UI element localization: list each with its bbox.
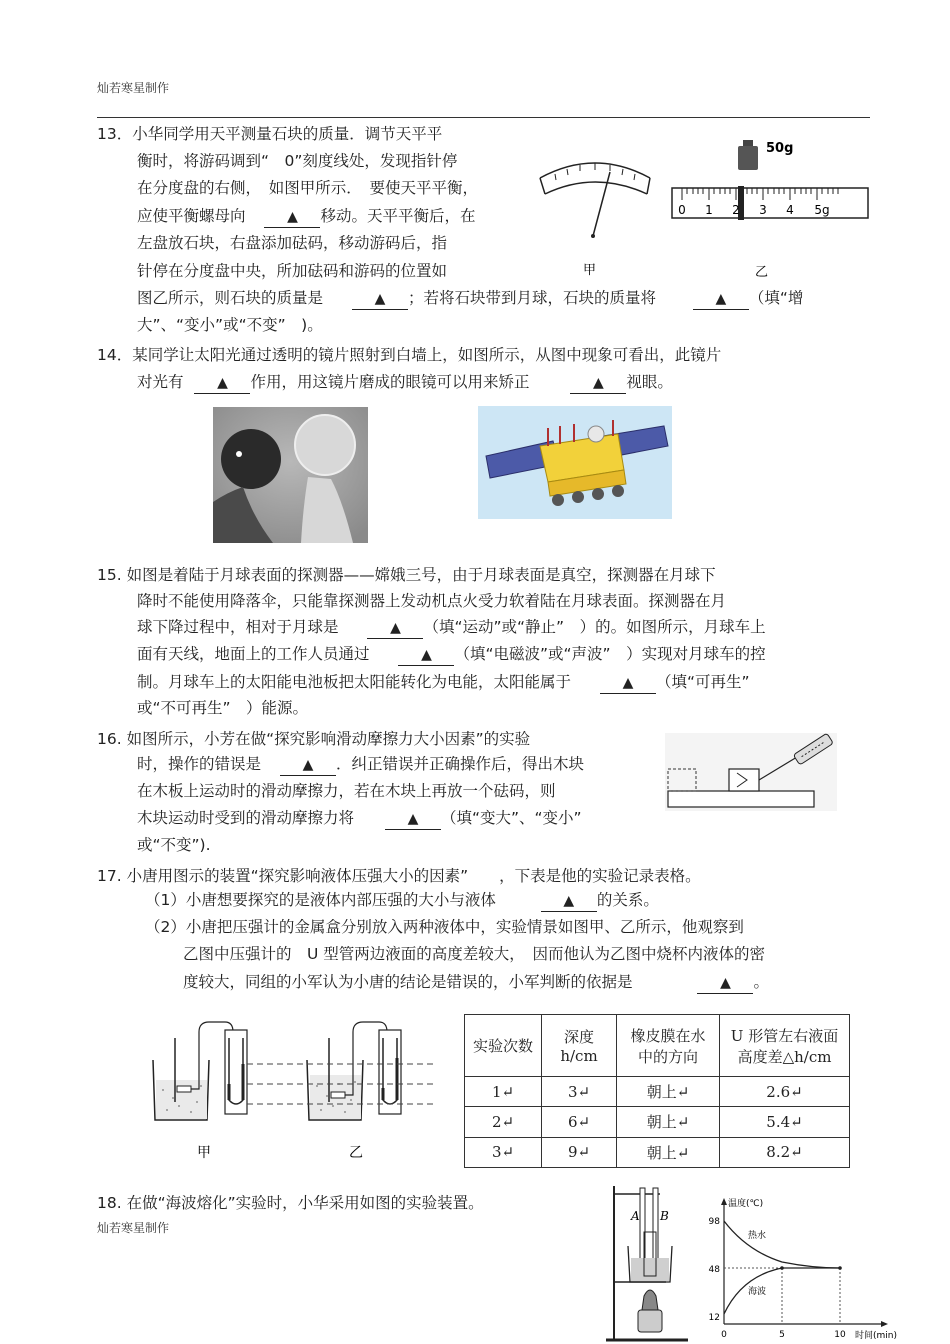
q15-line-3a: 球下降过程中，相对于月球是	[137, 618, 339, 636]
q17-line-5a: 度较大，同组的小军认为小唐的结论是错误的，小军判断的依据是	[183, 973, 633, 991]
footer-maker: 灿若寒星制作	[97, 1221, 170, 1235]
q13-line-4a: 应使平衡螺母向	[137, 207, 246, 225]
y-tick-label: 48	[708, 1265, 720, 1275]
ruler-tick-label: 0	[678, 203, 686, 217]
q15-line-4b: （填“电磁波”或“声波” ）实现对月球车的控	[454, 645, 766, 663]
weight-icon	[738, 140, 758, 170]
table-cell: 8.2↵	[720, 1137, 850, 1167]
u-tube-yi	[379, 1030, 401, 1114]
table-cell: 3↵	[542, 1077, 617, 1107]
q16-line-2	[137, 754, 584, 776]
table-row	[465, 1077, 850, 1107]
lunar-rover-picture	[478, 406, 672, 519]
q13-line-5: 左盘放石块，右盘添加砝码，移动游码后，指	[137, 234, 448, 252]
q15-line-5	[137, 672, 750, 694]
ruler-tick-label: 5g	[814, 203, 830, 217]
lens-shadow	[221, 429, 281, 489]
alcohol-lamp	[638, 1310, 662, 1332]
q14-answer-blank-2[interactable]	[570, 372, 626, 394]
cell-mark: ↵	[501, 1082, 515, 1101]
q17-line-3: （2）小唐把压强计的金属盒分别放入两种液体中，实验情景如图甲、乙所示，他观察到	[145, 918, 744, 936]
q14-line-1: 14．某同学让太阳光通过透明的镜片照射到白墙上，如图所示，从图中现象可看出，此镜片	[97, 346, 722, 364]
table-cell: 2↵	[465, 1107, 542, 1137]
ruler-tick-label: 1	[705, 203, 713, 217]
table-cell: 3↵	[465, 1137, 542, 1167]
header-rule	[97, 117, 870, 118]
header-height-diff-line-2: 高度差△h/cm	[737, 1047, 832, 1066]
q15-answer-blank-2[interactable]	[398, 644, 454, 666]
q13-answer-blank-2[interactable]	[352, 288, 408, 310]
q14-line-2a: 对光有	[137, 373, 184, 391]
label-jia: 甲	[583, 263, 597, 278]
blank-mark: ▲	[421, 647, 432, 663]
table-cell: 1↵	[465, 1077, 542, 1107]
rider-ruler	[672, 186, 868, 220]
wooden-block	[729, 769, 759, 791]
q16-line-5: 或“不变”).	[137, 836, 211, 854]
blank-mark: ▲	[593, 375, 604, 391]
table-header-row	[465, 1015, 850, 1077]
blank-mark: ▲	[302, 757, 314, 773]
q13-line-4	[137, 206, 475, 228]
q16-line-1: 16. 如图所示，小芳在做“探究影响滑动摩擦力大小因素”的实验	[97, 730, 531, 748]
haibo-curve	[724, 1268, 840, 1314]
cell-mark: ↵	[790, 1112, 803, 1131]
header-depth-line-2: h/cm	[560, 1047, 598, 1065]
blank-mark: ▲	[390, 620, 401, 636]
q14-answer-blank-1[interactable]	[194, 372, 250, 394]
ruler-tick-label: 2	[732, 203, 740, 217]
label-a: A	[631, 1209, 640, 1223]
q17-line-5b: 。	[753, 973, 769, 991]
q16-line-4b: （填“变大”、“变小”	[440, 809, 582, 827]
header-depth-line-1: 深度	[563, 1028, 594, 1046]
alcohol-lamp-flame	[642, 1290, 658, 1310]
table-cell: 9↵	[542, 1137, 617, 1167]
x-tick-label: 0	[721, 1330, 727, 1340]
q15-answer-blank-1[interactable]	[367, 617, 423, 639]
lens-glass	[295, 415, 355, 475]
q17-line-2	[145, 890, 659, 912]
lens-photo	[213, 407, 368, 543]
beaker-yi	[307, 1038, 363, 1120]
q15-line-5a: 制。月球车上的太阳能电池板把太阳能转化为电能，太阳能属于	[137, 673, 572, 691]
q15-line-6: 或“不可再生” ）能源。	[137, 699, 309, 717]
q15-line-1: 15. 如图是着陆于月球表面的探测器——嫦娥三号，由于月球表面是真空，探测器在月球下	[97, 566, 716, 584]
q13-line-2: 衡时，将游码调到“ 0”刻度线处，发现指针停	[137, 152, 458, 170]
blank-mark: ▲	[715, 291, 727, 307]
q13-line-7b: ；若将石块带到月球，石块的质量将	[407, 289, 656, 307]
blank-mark: ▲	[720, 975, 731, 991]
q14-line-2c: 视眼。	[626, 373, 673, 391]
blank-mark: ▲	[622, 675, 634, 691]
blank-mark: ▲	[217, 375, 228, 391]
blank-mark: ▲	[563, 893, 575, 909]
q16-line-4a: 木块运动时受到的滑动摩擦力将	[137, 809, 355, 827]
cell-mark: ↵	[577, 1112, 591, 1131]
q15-line-3b: （填“运动”或“静止” ）的。如图所示，月球车上	[423, 618, 766, 636]
q13-line-7	[137, 288, 803, 310]
cell-mark: ↵	[790, 1082, 803, 1101]
hot-water-curve	[724, 1221, 840, 1268]
ruler-tick-label: 3	[759, 203, 767, 217]
pressure-gauge-figure	[145, 1020, 435, 1165]
q15-line-2: 降时不能使用降落伞，只能靠探测器上发动机点火受力软着陆在月球表面。探测器在月	[137, 592, 727, 610]
wooden-board	[668, 791, 814, 807]
q13-line-1: 13．小华同学用天平测量石块的质量．调节天平平	[97, 125, 443, 143]
cell-mark: ↵	[577, 1143, 591, 1162]
table-row	[465, 1107, 850, 1137]
q17-line-2a: （1）小唐想要探究的是液体内部压强的大小与液体	[145, 891, 496, 909]
header-maker: 灿若寒星制作	[97, 81, 170, 95]
blank-mark: ▲	[287, 209, 298, 225]
label-b: B	[660, 1209, 669, 1223]
q15-line-5b: （填“可再生”	[655, 673, 750, 691]
header-direction	[617, 1015, 720, 1077]
q13-line-7c: （填“增	[748, 289, 804, 307]
y-tick-label: 12	[708, 1313, 720, 1323]
u-tube-jia	[225, 1030, 247, 1114]
y-tick-label: 98	[708, 1217, 720, 1227]
q17-answer-blank-1[interactable]	[541, 890, 597, 912]
table-cell: 朝上↵	[617, 1107, 720, 1137]
q13-line-4b: 移动。天平平衡后，在	[320, 207, 476, 225]
header-trial-line: 实验次数	[472, 1037, 533, 1055]
label-yi: 乙	[755, 265, 769, 280]
x-axis-label: 时间(min)	[855, 1331, 897, 1341]
fig-label-yi: 乙	[349, 1145, 363, 1161]
header-height-diff	[720, 1015, 850, 1077]
melting-apparatus	[600, 1184, 692, 1344]
cell-mark: ↵	[676, 1113, 690, 1132]
cell-mark: ↵	[501, 1112, 515, 1131]
fig-label-jia: 甲	[197, 1145, 211, 1161]
q13-line-8: 大”、“变小”或“不变” )。	[137, 316, 323, 334]
q18-line-1: 18. 在做“海波熔化”实验时，小华采用如图的实验装置。	[97, 1194, 484, 1212]
table-cell: 朝上↵	[617, 1077, 720, 1107]
q16-line-4	[137, 808, 582, 830]
ruler-tick-label: 4	[786, 203, 794, 217]
header-depth	[542, 1015, 617, 1077]
x-tick-label: 10	[834, 1330, 846, 1340]
q16-answer-blank-1[interactable]	[280, 754, 336, 776]
q15-line-3	[137, 617, 766, 639]
q13-line-6: 针停在分度盘中央，所加砝码和游码的位置如	[137, 262, 448, 280]
header-height-diff-line-1: U 形管左右液面	[730, 1026, 839, 1045]
antenna-icon	[588, 426, 604, 442]
q16-answer-blank-2[interactable]	[385, 808, 441, 830]
x-tick-label: 5	[779, 1330, 785, 1340]
friction-figure	[665, 733, 837, 811]
q17-line-4: 乙图中压强计的 U 型管两边液面的高度差较大， 因而他认为乙图中烧杯内液体的密	[183, 945, 766, 963]
haibo-label: 海波	[748, 1287, 767, 1297]
cell-mark: ↵	[676, 1083, 690, 1102]
y-axis-label: 温度(℃)	[728, 1199, 764, 1209]
table-cell: 2.6↵	[720, 1077, 850, 1107]
beaker-jia	[153, 1038, 209, 1120]
cell-mark: ↵	[501, 1143, 515, 1162]
q16-line-3: 在木板上运动时的滑动摩擦力，若在木块上再放一个砝码，则	[137, 782, 556, 800]
q13-line-7a: 图乙所示，则石块的质量是	[137, 289, 324, 307]
table-cell: 5.4↵	[720, 1107, 850, 1137]
weight-label: 50g	[766, 141, 794, 156]
cell-mark: ↵	[790, 1143, 803, 1162]
q17-line-2b: 的关系。	[596, 891, 659, 909]
temperature-time-graph	[702, 1196, 902, 1342]
table-cell: 朝上↵	[617, 1137, 720, 1167]
q17-line-5	[183, 972, 769, 994]
cell-mark: ↵	[676, 1143, 690, 1162]
q13-balance-figure	[535, 128, 875, 280]
blank-mark: ▲	[374, 291, 386, 307]
q15-line-4	[137, 644, 766, 666]
header-direction-line-2: 中的方向	[637, 1047, 698, 1066]
q16-line-2b: ．纠正错误并正确操作后，得出木块	[335, 755, 584, 773]
q15-line-4a: 面有天线，地面上的工作人员通过	[137, 645, 370, 663]
cell-mark: ↵	[577, 1082, 591, 1101]
q13-line-3: 在分度盘的右侧， 如图甲所示． 要使天平平衡，	[137, 179, 479, 197]
q16-line-2a: 时，操作的错误是	[137, 755, 262, 773]
table-cell: 6↵	[542, 1107, 617, 1137]
q15-answer-blank-3[interactable]	[600, 672, 656, 694]
header-direction-line-1: 橡皮膜在水	[630, 1026, 706, 1045]
q13-answer-blank-3[interactable]	[693, 288, 749, 310]
q13-answer-blank-1[interactable]	[264, 206, 320, 228]
q17-line-1: 17. 小唐用图示的装置“探究影响液体压强大小的因素” ，下表是他的实验记录表格。	[97, 867, 701, 885]
q14-line-2	[137, 372, 673, 394]
experiment-record-table	[464, 1014, 850, 1168]
blank-mark: ▲	[407, 811, 419, 827]
q14-line-2b: 作用，用这镜片磨成的眼镜可以用来矫正	[250, 373, 530, 391]
header-trial	[465, 1015, 542, 1077]
hot-water-label: 热水	[748, 1231, 767, 1241]
table-row	[465, 1137, 850, 1167]
q17-answer-blank-2[interactable]	[697, 972, 753, 994]
